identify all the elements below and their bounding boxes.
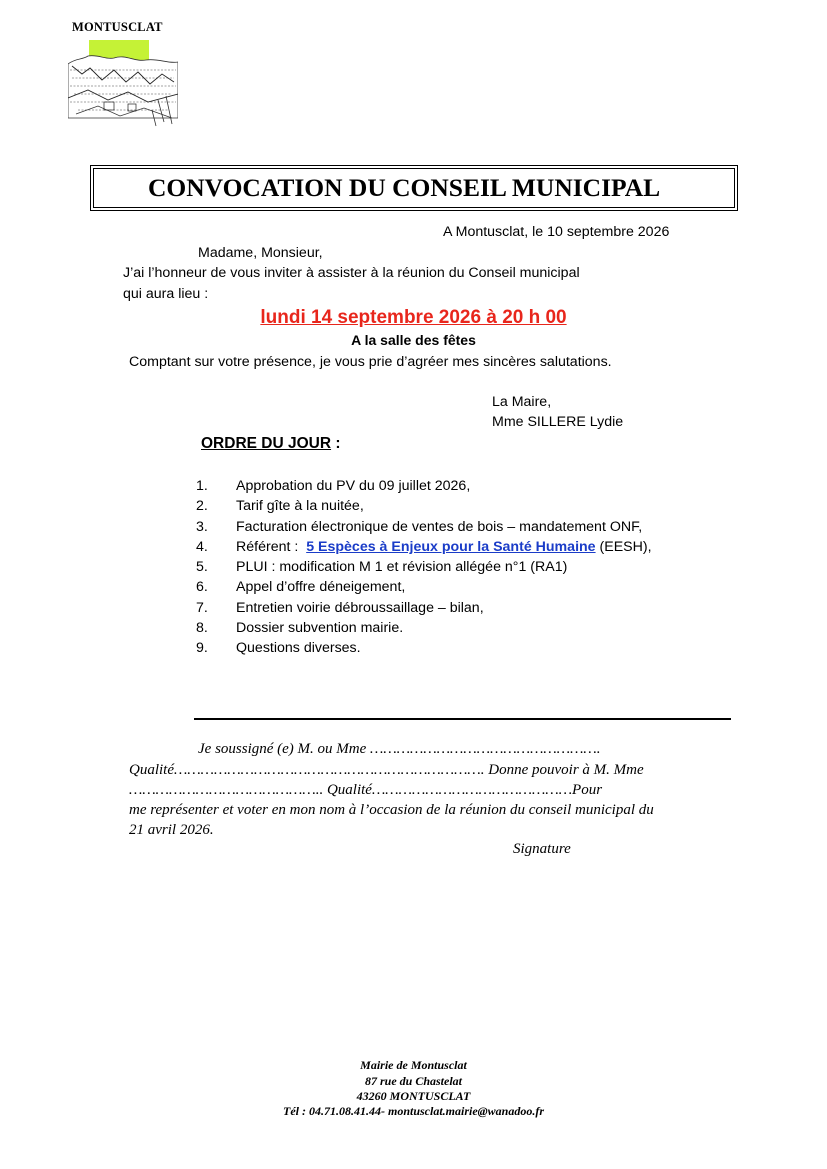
proxy-line-name: Je soussigné (e) M. ou Mme ……………………………………………. bbox=[198, 741, 601, 757]
document-title: CONVOCATION DU CONSEIL MUNICIPAL bbox=[148, 173, 661, 202]
agenda-item-text: Tarif gîte à la nuitée, bbox=[236, 498, 364, 515]
closing-line: Comptant sur votre présence, je vous prie d’agréer mes sincères salutations. bbox=[129, 354, 612, 370]
agenda-item-number: 1. bbox=[196, 478, 208, 494]
agenda-item-number: 6. bbox=[196, 579, 208, 596]
agenda-heading-label: ORDRE DU JOUR bbox=[201, 435, 332, 452]
agenda-item-number: 4. bbox=[196, 538, 208, 555]
agenda-item-number: 2. bbox=[196, 498, 208, 515]
agenda-item-text: Appel d’offre déneigement, bbox=[236, 579, 406, 596]
signature-label: Signature bbox=[513, 841, 571, 857]
agenda-item-number: 3. bbox=[196, 518, 208, 535]
agenda-item-text: Dossier subvention mairie. bbox=[236, 620, 404, 637]
intro-line: J’ai l’honneur de vous inviter à assister à la réunion du Conseil municipal bbox=[123, 265, 580, 281]
agenda-item-suffix: (EESH), bbox=[595, 538, 652, 555]
signatory-role: La Maire, bbox=[492, 394, 552, 410]
section-divider bbox=[194, 718, 731, 720]
agenda-item-text: Approbation du PV du 09 juillet 2026, bbox=[236, 478, 471, 494]
agenda-item-text: Entretien voirie débroussaillage – bilan, bbox=[236, 599, 484, 616]
agenda-item-number: 7. bbox=[196, 599, 208, 616]
agenda-item-text: Questions diverses. bbox=[236, 640, 361, 657]
agenda-item-text bbox=[236, 539, 652, 555]
village-landscape-icon bbox=[68, 40, 178, 128]
date-line: A Montusclat, le 10 septembre 2026 bbox=[443, 224, 670, 240]
agenda-heading-colon: : bbox=[331, 435, 341, 452]
village-logo-image bbox=[68, 40, 178, 128]
agenda-item-number: 9. bbox=[196, 640, 208, 657]
signatory-name: Mme SILLERE Lydie bbox=[492, 414, 624, 430]
proxy-line-quality: Qualité……………………………………………………………. Donne pouvoir à M. Mme bbox=[129, 762, 644, 778]
agenda-item-text: PLUI : modification M 1 et révision allégée n°1 (RA1) bbox=[236, 559, 568, 576]
footer-street: 87 rue du Chastelat bbox=[364, 1074, 463, 1088]
agenda-item-prefix: Référent : bbox=[236, 538, 307, 555]
meeting-place: A la salle des fêtes bbox=[351, 332, 476, 348]
intro-line-continued: qui aura lieu : bbox=[123, 286, 209, 302]
footer-city: 43260 MONTUSCLAT bbox=[356, 1089, 471, 1103]
agenda-item-text: Facturation électronique de ventes de bois – mandatement ONF, bbox=[236, 518, 643, 535]
footer-contact: Tél : 04.71.08.41.44- montusclat.mairie@wanadoo.fr bbox=[283, 1104, 544, 1118]
salutation: Madame, Monsieur, bbox=[198, 245, 323, 261]
proxy-line-purpose: me représenter et voter en mon nom à l’occasion de la réunion du conseil municipal du bbox=[129, 802, 654, 818]
proxy-line-delegate: …………………………………….. Qualité………………………………………Pour bbox=[129, 782, 603, 798]
agenda-item-number: 8. bbox=[196, 620, 208, 637]
title-frame bbox=[93, 168, 735, 208]
eesh-link[interactable]: 5 Espèces à Enjeux pour la Santé Humaine bbox=[306, 538, 596, 555]
footer-mairie: Mairie de Montusclat bbox=[360, 1058, 467, 1072]
proxy-line-date: 21 avril 2026. bbox=[129, 822, 214, 838]
meeting-date: lundi 14 septembre 2026 à 20 h 00 bbox=[260, 307, 567, 328]
agenda-heading bbox=[201, 435, 341, 453]
logo-title: MONTUSCLAT bbox=[72, 20, 163, 34]
agenda-item-number: 5. bbox=[196, 559, 208, 576]
